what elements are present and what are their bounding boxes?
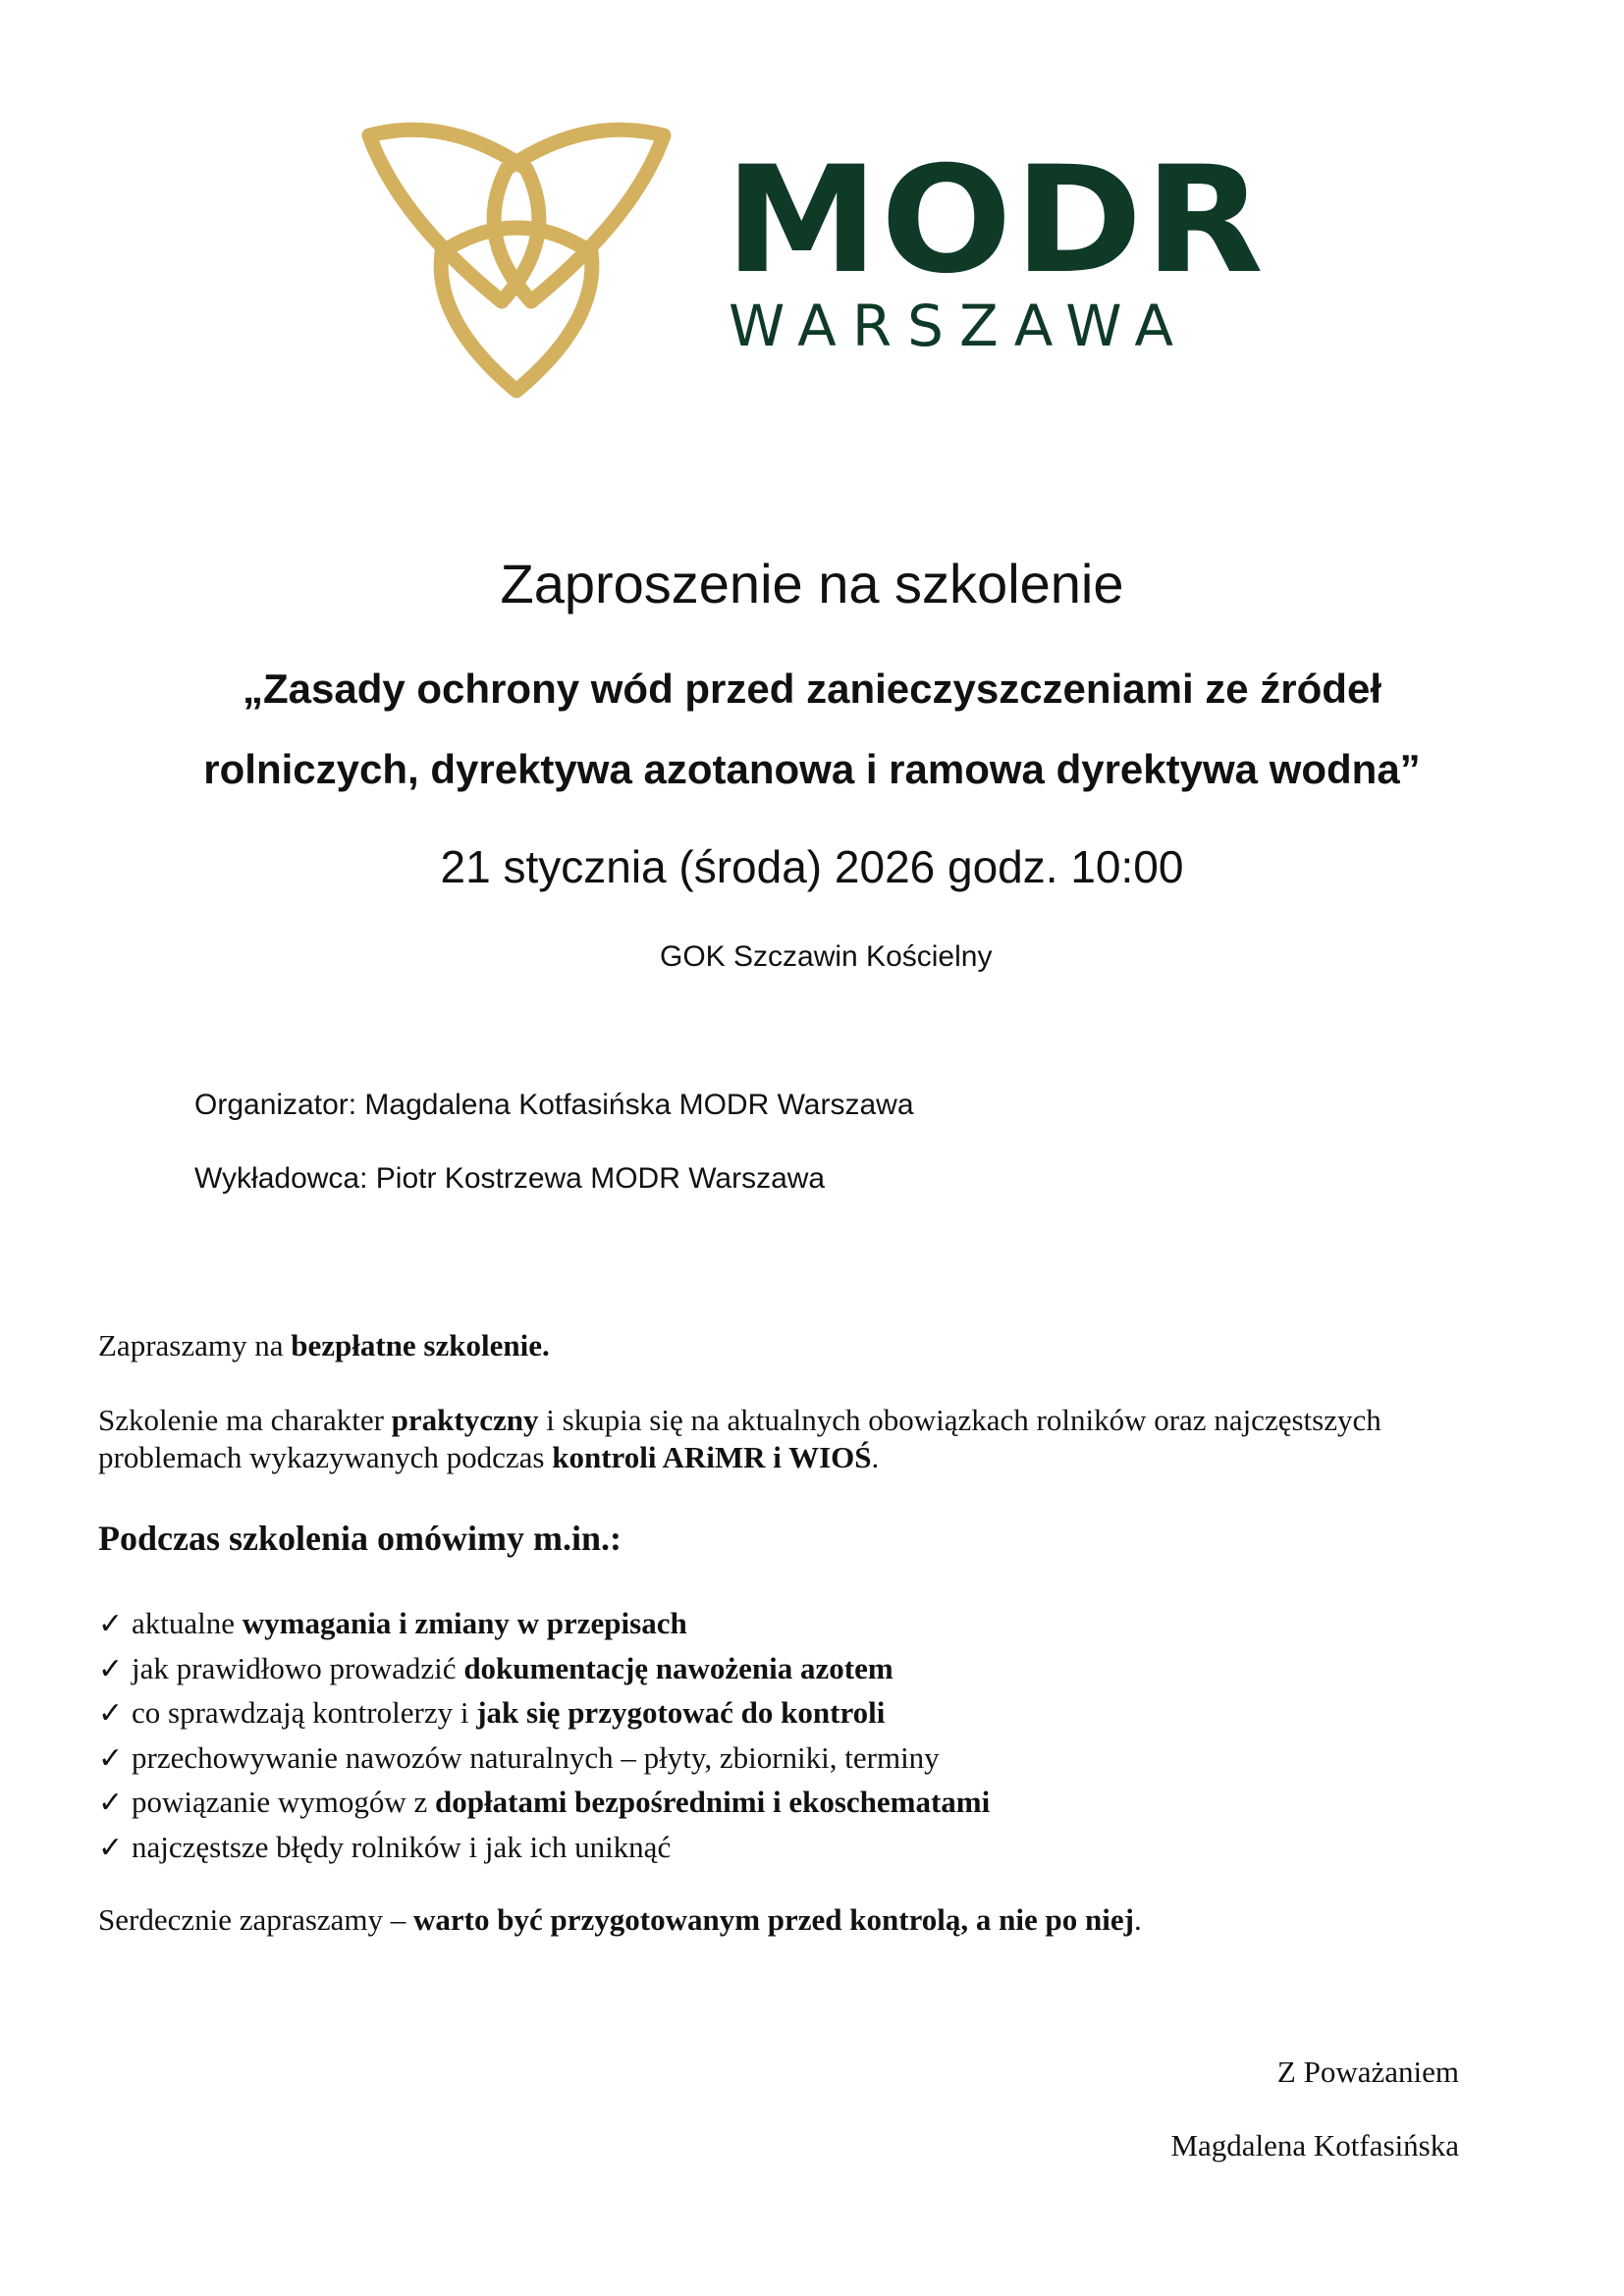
invite-text: Zapraszamy na	[98, 1328, 292, 1362]
topic-text: co sprawdzają kontrolerzy i	[132, 1695, 477, 1730]
logo-title: MODR	[725, 135, 1267, 306]
topic-text: jak prawidłowo prowadzić	[132, 1650, 464, 1685]
logo-subtitle: WARSZAWA	[729, 293, 1190, 359]
list-item	[98, 1826, 990, 1871]
description-text-2: i skupia się na aktualnych obowiązkach rolników oraz najczęstszych problemach wykazywanych podczas	[98, 1403, 1381, 1474]
event-title-line-2: rolniczych, dyrektywa azotanowa i ramowa dyrektywa wodna”	[203, 746, 1421, 792]
signature-name: Magdalena Kotfasińska	[1170, 2128, 1459, 2163]
closing-end: .	[1133, 1902, 1142, 1937]
check-icon: ✓	[98, 1607, 124, 1641]
event-place: GOK Szczawin Kościelny	[660, 940, 993, 973]
check-icon: ✓	[98, 1651, 124, 1686]
invite-paragraph	[98, 1327, 1492, 1364]
organizer-line: Organizator: Magdalena Kotfasińska MODR Warszawa	[194, 1089, 914, 1121]
closing-paragraph	[98, 1901, 1492, 1939]
topic-bold-text: wymagania i zmiany w przepisach	[242, 1606, 687, 1640]
check-icon: ✓	[98, 1786, 124, 1820]
description-text-3: .	[871, 1440, 880, 1474]
description-bold-2: kontroli ARiMR i WIOŚ	[552, 1440, 872, 1474]
topic-bold-text: jak się przygotować do kontroli	[476, 1695, 886, 1730]
list-item	[98, 1602, 990, 1647]
description-text-1: Szkolenie ma charakter	[98, 1403, 392, 1437]
topic-text: najczęstsze błędy rolników i jak ich uniknąć	[132, 1829, 672, 1864]
check-icon: ✓	[98, 1740, 124, 1776]
signature-greeting: Z Poważaniem	[1276, 2055, 1459, 2089]
document-title: Zaproszenie na szkolenie	[500, 553, 1124, 614]
lecturer-line: Wykładowca: Piotr Kostrzewa MODR Warszawa	[194, 1162, 826, 1195]
event-date: 21 stycznia (środa) 2026 godz. 10:00	[440, 841, 1184, 892]
list-item	[98, 1736, 990, 1782]
event-title-line-1: „Zasady ochrony wód przed zanieczyszczeniami ze źródeł	[242, 666, 1381, 712]
check-icon: ✓	[98, 1830, 124, 1865]
closing-bold-text: warto być przygotowanym przed kontrolą, a nie po niej	[413, 1902, 1134, 1937]
topic-bold-text: dopłatami bezpośrednimi i ekoschematami	[435, 1785, 991, 1819]
topic-text: powiązanie wymogów z	[132, 1785, 436, 1819]
description-bold-1: praktyczny	[391, 1403, 539, 1437]
check-icon: ✓	[98, 1696, 124, 1731]
list-item	[98, 1647, 990, 1692]
list-item	[98, 1781, 990, 1826]
invite-bold-text: bezpłatne szkolenie.	[291, 1328, 550, 1362]
description-paragraph	[98, 1402, 1492, 1476]
topics-heading: Podczas szkolenia omówimy m.in.:	[98, 1519, 622, 1558]
topic-text: przechowywanie nawozów naturalnych – płyty, zbiorniki, terminy	[132, 1739, 940, 1775]
topic-bold-text: dokumentację nawożenia azotem	[463, 1650, 893, 1685]
list-item	[98, 1691, 990, 1736]
topic-text: aktualne	[132, 1606, 243, 1640]
topics-list	[98, 1602, 990, 1870]
modr-logo-icon	[359, 110, 674, 404]
closing-text: Serdecznie zapraszamy –	[98, 1902, 414, 1937]
